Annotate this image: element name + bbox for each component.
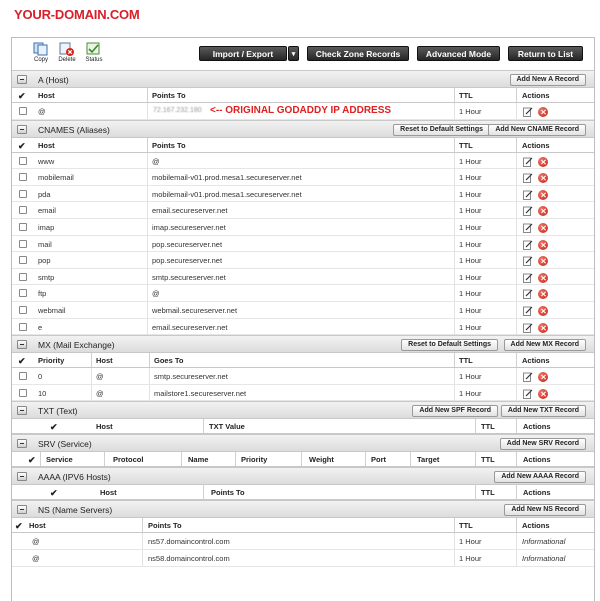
cname-rows bbox=[12, 153, 594, 336]
row-ttl: 1 Hour bbox=[459, 372, 482, 382]
row-checkbox[interactable] bbox=[19, 190, 27, 198]
add-aaaa-record-button[interactable]: Add New AAAA Record bbox=[494, 471, 586, 483]
remove-icon[interactable] bbox=[538, 372, 548, 382]
table-row bbox=[12, 302, 594, 319]
add-ns-record-button[interactable]: Add New NS Record bbox=[504, 504, 586, 516]
table-row bbox=[12, 236, 594, 253]
dns-manager-panel bbox=[11, 37, 595, 601]
ns-rows bbox=[12, 533, 594, 566]
copy-label: Copy bbox=[33, 57, 48, 63]
row-points-to: @ bbox=[152, 156, 160, 166]
header-host: Host bbox=[96, 422, 113, 432]
edit-icon[interactable] bbox=[523, 190, 533, 200]
row-ttl: 1 Hour bbox=[459, 537, 482, 547]
collapse-toggle[interactable] bbox=[17, 505, 27, 514]
check-icon[interactable]: ✔ bbox=[18, 91, 26, 101]
edit-icon[interactable] bbox=[523, 389, 533, 399]
row-host: mobilemail bbox=[38, 173, 74, 183]
row-host: ftp bbox=[38, 289, 47, 299]
section-srv bbox=[12, 434, 594, 452]
section-title: TXT (Text) bbox=[38, 406, 78, 417]
header-goes-to: Goes To bbox=[154, 356, 184, 366]
header-target: Target bbox=[417, 455, 440, 465]
row-points-to: email.secureserver.net bbox=[152, 206, 228, 216]
row-points-to: ns58.domaincontrol.com bbox=[148, 553, 230, 563]
header-ttl: TTL bbox=[459, 356, 473, 366]
section-title: NS (Name Servers) bbox=[38, 505, 113, 516]
header-actions: Actions bbox=[523, 455, 551, 465]
row-host: e bbox=[38, 322, 43, 332]
row-points-to: 72.167.232.180 bbox=[153, 107, 202, 114]
remove-icon[interactable] bbox=[538, 323, 548, 333]
row-points-to: pop.secureserver.net bbox=[152, 256, 223, 266]
remove-icon[interactable] bbox=[538, 190, 548, 200]
edit-icon[interactable] bbox=[523, 240, 533, 250]
section-txt bbox=[12, 401, 594, 419]
row-points-to: mobilemail-v01.prod.mesa1.secureserver.net bbox=[152, 173, 302, 183]
row-priority: 0 bbox=[38, 372, 43, 382]
table-row bbox=[12, 269, 594, 286]
row-goes-to: smtp.secureserver.net bbox=[154, 372, 228, 382]
check-icon[interactable]: ✔ bbox=[18, 140, 26, 151]
mx-rows bbox=[12, 368, 594, 401]
remove-icon[interactable] bbox=[538, 223, 548, 233]
add-a-record-button[interactable]: Add New A Record bbox=[510, 74, 587, 86]
edit-icon[interactable] bbox=[523, 256, 533, 266]
header-actions: Actions bbox=[522, 521, 550, 531]
row-checkbox[interactable] bbox=[19, 372, 27, 380]
annotation-text: <-- ORIGINAL GODADDY IP ADDRESS bbox=[210, 105, 392, 116]
header-actions: Actions bbox=[522, 91, 550, 100]
header-port: Port bbox=[371, 455, 386, 465]
header-actions: Actions bbox=[522, 356, 550, 366]
header-weight: Weight bbox=[309, 455, 334, 465]
row-actions: Informational bbox=[522, 553, 566, 563]
return-to-list-button[interactable]: Return to List bbox=[508, 46, 583, 61]
row-host: @ bbox=[32, 553, 40, 563]
table-row bbox=[12, 550, 594, 567]
row-checkbox[interactable] bbox=[19, 289, 27, 297]
row-checkbox[interactable] bbox=[19, 223, 27, 231]
edit-icon[interactable] bbox=[523, 223, 533, 233]
table-row bbox=[12, 252, 594, 269]
copy-tool[interactable] bbox=[30, 42, 52, 63]
table-row bbox=[12, 169, 594, 186]
check-icon[interactable]: ✔ bbox=[50, 488, 58, 499]
toolbar bbox=[12, 38, 594, 70]
collapse-toggle[interactable] bbox=[17, 340, 27, 349]
mx-header bbox=[12, 353, 594, 368]
site-logo: YOUR-DOMAIN.COM bbox=[14, 7, 140, 22]
delete-tool[interactable] bbox=[56, 42, 78, 63]
check-zone-records-button[interactable]: Check Zone Records bbox=[307, 46, 409, 61]
remove-icon[interactable] bbox=[538, 389, 548, 399]
edit-icon[interactable] bbox=[523, 289, 533, 299]
row-points-to: webmail.secureserver.net bbox=[152, 305, 238, 315]
row-ttl: 1 Hour bbox=[459, 388, 482, 398]
edit-icon[interactable] bbox=[523, 206, 533, 216]
remove-icon[interactable] bbox=[538, 306, 548, 316]
header-actions: Actions bbox=[523, 488, 551, 498]
row-checkbox[interactable] bbox=[19, 107, 27, 115]
add-mx-record-button[interactable]: Add New MX Record bbox=[504, 339, 586, 351]
edit-icon[interactable] bbox=[523, 306, 533, 316]
row-points-to: smtp.secureserver.net bbox=[152, 272, 226, 282]
row-host: smtp bbox=[38, 272, 55, 282]
header-points-to: Points To bbox=[152, 91, 186, 100]
row-host: webmail bbox=[38, 305, 66, 315]
table-row bbox=[12, 103, 594, 120]
row-ttl: 1 Hour bbox=[459, 173, 482, 183]
section-a-host bbox=[12, 70, 594, 88]
row-ttl: 1 Hour bbox=[459, 239, 482, 249]
remove-icon[interactable] bbox=[538, 256, 548, 266]
edit-icon[interactable] bbox=[523, 107, 533, 117]
row-ttl: 1 Hour bbox=[459, 322, 482, 332]
row-host: www bbox=[38, 156, 55, 166]
table-row bbox=[12, 153, 594, 170]
header-priority: Priority bbox=[38, 356, 65, 366]
header-host: Host bbox=[38, 140, 55, 150]
collapse-toggle[interactable] bbox=[17, 75, 27, 84]
section-cnames bbox=[12, 120, 594, 138]
header-actions: Actions bbox=[523, 422, 551, 432]
table-row bbox=[12, 385, 594, 402]
collapse-toggle[interactable] bbox=[17, 472, 27, 481]
header-ttl: TTL bbox=[481, 488, 495, 498]
table-row bbox=[12, 219, 594, 236]
collapse-toggle[interactable] bbox=[17, 406, 27, 415]
chevron-down-icon: ▾ bbox=[291, 51, 296, 58]
add-spf-record-button[interactable]: Add New SPF Record bbox=[412, 405, 498, 417]
row-host: @ bbox=[32, 537, 40, 547]
advanced-mode-button[interactable]: Advanced Mode bbox=[417, 46, 500, 61]
row-checkbox[interactable] bbox=[19, 206, 27, 214]
row-ttl: 1 Hour bbox=[459, 189, 482, 199]
edit-icon[interactable] bbox=[523, 273, 533, 283]
header-ttl: TTL bbox=[481, 455, 495, 465]
table-row bbox=[12, 533, 594, 550]
row-points-to: email.secureserver.net bbox=[152, 322, 228, 332]
row-goes-to: mailstore1.secureserver.net bbox=[154, 388, 247, 398]
row-host: imap bbox=[38, 222, 55, 232]
row-ttl: 1 Hour bbox=[459, 222, 482, 232]
row-checkbox[interactable] bbox=[19, 389, 27, 397]
delete-icon bbox=[59, 42, 75, 56]
header-points-to: Points To bbox=[211, 488, 245, 498]
import-export-button[interactable]: Import / Export bbox=[199, 46, 287, 61]
header-ttl: TTL bbox=[459, 140, 473, 150]
txt-header bbox=[12, 419, 594, 434]
row-ttl: 1 Hour bbox=[459, 206, 482, 216]
row-checkbox[interactable] bbox=[19, 240, 27, 248]
row-ttl: 1 Hour bbox=[459, 289, 482, 299]
reset-mx-button[interactable]: Reset to Default Settings bbox=[401, 339, 498, 351]
row-host: mail bbox=[38, 239, 52, 249]
section-aaaa bbox=[12, 467, 594, 485]
row-points-to: mobilemail-v01.prod.mesa1.secureserver.net bbox=[152, 189, 302, 199]
row-points-to: ns57.domaincontrol.com bbox=[148, 537, 230, 547]
edit-icon[interactable] bbox=[523, 372, 533, 382]
row-host: @ bbox=[96, 388, 104, 398]
remove-icon[interactable] bbox=[538, 157, 548, 167]
header-txt-value: TXT Value bbox=[209, 422, 245, 432]
add-cname-record-button[interactable]: Add New CNAME Record bbox=[488, 124, 586, 136]
aaaa-header bbox=[12, 485, 594, 500]
row-checkbox[interactable] bbox=[19, 273, 27, 281]
row-ttl: 1 Hour bbox=[459, 553, 482, 563]
row-ttl: 1 Hour bbox=[459, 156, 482, 166]
row-host: email bbox=[38, 206, 56, 216]
header-ttl: TTL bbox=[481, 422, 495, 432]
header-ttl: TTL bbox=[459, 521, 473, 531]
header-points-to: Points To bbox=[148, 521, 182, 531]
section-title: CNAMES (Aliases) bbox=[38, 124, 110, 135]
row-ttl: 1 Hour bbox=[459, 256, 482, 266]
a-host-header bbox=[12, 88, 594, 103]
srv-header bbox=[12, 452, 594, 467]
section-title: A (Host) bbox=[38, 75, 69, 85]
row-checkbox[interactable] bbox=[19, 173, 27, 181]
header-service: Service bbox=[46, 455, 73, 465]
delete-label: Delete bbox=[58, 57, 76, 63]
table-row bbox=[12, 368, 594, 385]
collapse-toggle[interactable] bbox=[17, 439, 27, 448]
row-checkbox[interactable] bbox=[19, 323, 27, 331]
check-icon[interactable]: ✔ bbox=[50, 422, 58, 433]
row-actions: Informational bbox=[522, 537, 566, 547]
edit-icon[interactable] bbox=[523, 173, 533, 183]
status-tool[interactable] bbox=[83, 42, 105, 63]
header-protocol: Protocol bbox=[113, 455, 144, 465]
remove-icon[interactable] bbox=[538, 206, 548, 216]
remove-icon[interactable] bbox=[538, 289, 548, 299]
header-points-to: Points To bbox=[152, 140, 186, 150]
remove-icon[interactable] bbox=[538, 173, 548, 183]
row-host: pda bbox=[38, 189, 51, 199]
header-host: Host bbox=[38, 91, 55, 100]
row-points-to: imap.secureserver.net bbox=[152, 222, 226, 232]
remove-icon[interactable] bbox=[538, 240, 548, 250]
row-host: @ bbox=[38, 107, 46, 116]
remove-icon[interactable] bbox=[538, 273, 548, 283]
row-host: @ bbox=[96, 372, 104, 382]
status-icon bbox=[86, 42, 102, 56]
row-checkbox[interactable] bbox=[19, 157, 27, 165]
cnames-header bbox=[12, 138, 594, 153]
section-title: MX (Mail Exchange) bbox=[38, 340, 115, 351]
add-srv-record-button[interactable]: Add New SRV Record bbox=[500, 438, 586, 450]
section-title: AAAA (IPV6 Hosts) bbox=[38, 472, 111, 483]
header-actions: Actions bbox=[522, 140, 550, 150]
row-host: pop bbox=[38, 256, 51, 266]
table-row bbox=[12, 186, 594, 203]
edit-icon[interactable] bbox=[523, 323, 533, 333]
add-txt-record-button[interactable]: Add New TXT Record bbox=[501, 405, 586, 417]
row-ttl: 1 Hour bbox=[459, 272, 482, 282]
check-icon[interactable]: ✔ bbox=[15, 521, 23, 532]
section-mx bbox=[12, 335, 594, 353]
row-checkbox[interactable] bbox=[19, 306, 27, 314]
row-checkbox[interactable] bbox=[19, 256, 27, 264]
import-export-dropdown[interactable] bbox=[288, 46, 299, 61]
remove-icon[interactable] bbox=[538, 107, 548, 117]
row-points-to: @ bbox=[152, 289, 160, 299]
row-ttl: 1 Hour bbox=[459, 305, 482, 315]
header-host: Host bbox=[96, 356, 113, 366]
header-priority: Priority bbox=[241, 455, 268, 465]
section-title: SRV (Service) bbox=[38, 439, 92, 450]
edit-icon[interactable] bbox=[523, 157, 533, 167]
table-row bbox=[12, 202, 594, 219]
row-points-to: pop.secureserver.net bbox=[152, 239, 223, 249]
table-row bbox=[12, 319, 594, 336]
header-host: Host bbox=[100, 488, 117, 498]
header-name: Name bbox=[188, 455, 209, 465]
header-ttl: TTL bbox=[459, 91, 473, 100]
ns-header bbox=[12, 518, 594, 533]
check-icon[interactable]: ✔ bbox=[18, 356, 26, 367]
section-ns bbox=[12, 500, 594, 518]
row-ttl: 1 Hour bbox=[459, 107, 482, 116]
check-icon[interactable]: ✔ bbox=[28, 455, 36, 466]
status-label: Status bbox=[85, 57, 103, 63]
header-host: Host bbox=[29, 521, 46, 531]
row-priority: 10 bbox=[38, 388, 47, 398]
table-row bbox=[12, 285, 594, 302]
copy-icon bbox=[33, 42, 49, 56]
collapse-toggle[interactable] bbox=[17, 125, 27, 134]
reset-cname-button[interactable]: Reset to Default Settings bbox=[393, 124, 490, 136]
